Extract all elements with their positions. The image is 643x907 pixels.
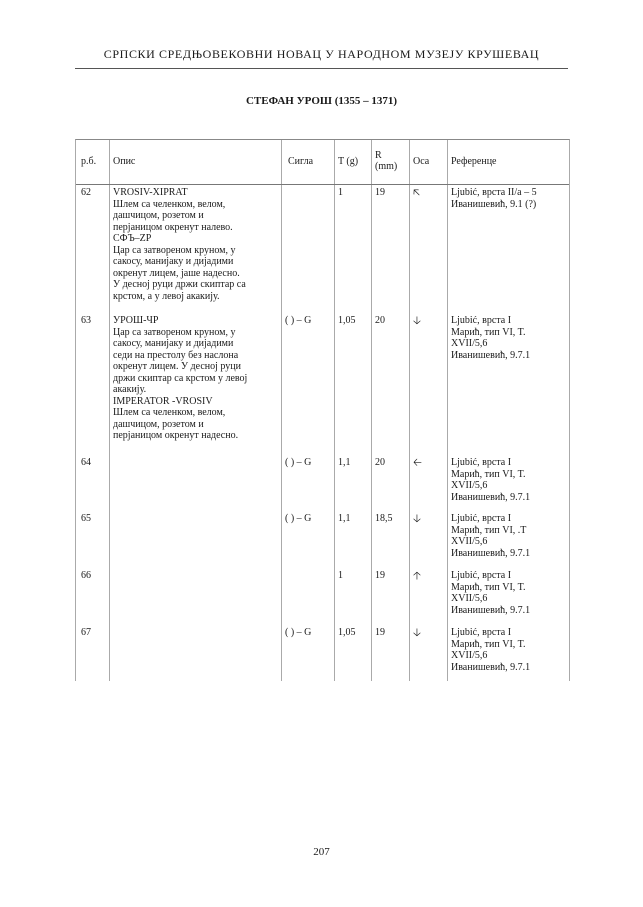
description-line: Цар са затвореном круном, у (113, 244, 236, 256)
diameter: 19 (375, 187, 385, 198)
header-t: T (g) (338, 156, 359, 167)
row-number: 63 (81, 315, 91, 326)
description-line: сакосу, манијаку и дијадими (113, 338, 234, 349)
header-osa: Оса (413, 156, 430, 167)
references-line: Марић, тип VI, T. (451, 326, 526, 338)
description-line: IMPERATOR -VROSIV (113, 395, 213, 407)
description (113, 187, 281, 302)
references-line: Марић, тип VI, T. (451, 638, 526, 650)
column-divider (409, 140, 410, 681)
weight: 1,05 (338, 627, 356, 638)
references-line: Ljubić, врста I (451, 627, 512, 638)
description-line: седи на престолу без наслона (113, 349, 239, 361)
description-line: сакосу, манијаку и дијадими (113, 256, 234, 267)
references-line: Ljubić, врста II/a – 5 (451, 187, 537, 198)
row-number: 64 (81, 457, 91, 468)
weight: 1 (338, 570, 343, 581)
die-axis-arrow-icon: 🡠 (413, 456, 422, 469)
weight: 1,05 (338, 315, 356, 326)
references-line: Ljubić, врста I (451, 513, 512, 524)
header-rb: р.б. (81, 156, 97, 167)
description-line: VROSIV-XIPRAT (113, 187, 188, 198)
header-r-line2: (mm) (375, 161, 398, 172)
references-line: Иванишевић, 9.7.1 (451, 349, 531, 361)
references-line: XVII/5,6 (451, 650, 488, 661)
sigla: ( ) – G (285, 627, 312, 638)
row-number: 67 (81, 627, 91, 638)
weight: 1,1 (338, 513, 351, 524)
references-line: Марић, тип VI, T. (451, 468, 526, 480)
diameter: 19 (375, 570, 385, 581)
description-line: држи скиптар са крстом у левој (113, 372, 248, 384)
references-line: XVII/5,6 (451, 480, 488, 491)
references-line: Марић, тип VI, .T (451, 524, 527, 536)
die-axis-arrow-icon: 🡤 (413, 186, 421, 199)
description-line: акакију. (113, 384, 147, 395)
description-line: УРОШ-ЧР (113, 315, 159, 326)
references-line: XVII/5,6 (451, 338, 488, 349)
diameter: 18,5 (375, 513, 393, 524)
description-line: У десној руци држи скиптар са (113, 279, 246, 290)
column-divider (334, 140, 335, 681)
header-rule (75, 68, 568, 69)
die-axis-arrow-icon: 🡣 (413, 512, 421, 525)
weight: 1,1 (338, 457, 351, 468)
description-line: перјаницом окренут надесно. (113, 430, 239, 441)
references-line: Иванишевић, 9.7.1 (451, 547, 531, 559)
references (451, 187, 565, 210)
sigla: ( ) – G (285, 457, 312, 468)
description (113, 315, 281, 442)
description-line: дашчицом, розетом и (113, 210, 204, 221)
sigla: ( ) – G (285, 513, 312, 524)
references-line: Иванишевић, 9.7.1 (451, 661, 531, 673)
row-number: 66 (81, 570, 91, 581)
references-line: XVII/5,6 (451, 536, 488, 547)
description-line: крстом, а у левој акакију. (113, 290, 220, 302)
references (451, 570, 565, 616)
diameter: 19 (375, 627, 385, 638)
diameter: 20 (375, 315, 385, 326)
description-line: перјаницом окренут налево. (113, 221, 233, 233)
description-line: СФЪ–ZP (113, 233, 152, 244)
header-sigla: Сигла (288, 156, 314, 167)
references (451, 627, 565, 673)
header-opis: Опис (113, 156, 136, 167)
section-title: СТЕФАН УРОШ (1355 – 1371) (245, 95, 398, 107)
description-line: окренут лицем, јаше надесно. (113, 267, 240, 279)
header-rule-bottom (76, 184, 569, 185)
die-axis-arrow-icon: 🡣 (413, 626, 421, 639)
column-divider (371, 140, 372, 681)
references-line: Иванишевић, 9.1 (?) (451, 198, 537, 210)
description-line: дашчицом, розетом и (113, 418, 204, 430)
description-line: Цар са затвореном круном, у (113, 326, 236, 338)
references-line: Ljubić, врста I (451, 315, 512, 326)
description-line: окренут лицем. У десној руци (113, 361, 241, 372)
column-divider (109, 140, 110, 681)
page-number: 207 (313, 846, 330, 858)
references-line: Ljubić, врста I (451, 570, 512, 581)
references-line: XVII/5,6 (451, 593, 488, 604)
catalogue-table (75, 139, 570, 681)
references (451, 457, 565, 503)
diameter: 20 (375, 457, 385, 468)
die-axis-arrow-icon: 🡡 (413, 569, 421, 582)
row-number: 65 (81, 513, 91, 524)
description-line: Шлем са челенком, велом, (113, 407, 226, 418)
references (451, 315, 565, 361)
references-line: Ljubić, врста I (451, 457, 512, 468)
column-divider (447, 140, 448, 681)
references-line: Марић, тип VI, T. (451, 581, 526, 593)
references (451, 513, 565, 559)
header-r-line1: R (375, 150, 382, 161)
description-line: Шлем са челенком, велом, (113, 198, 226, 210)
references-line: Иванишевић, 9.7.1 (451, 604, 531, 616)
column-divider (281, 140, 282, 681)
die-axis-arrow-icon: 🡣 (413, 314, 421, 327)
header-reference: Референце (451, 156, 497, 167)
references-line: Иванишевић, 9.7.1 (451, 491, 531, 503)
sigla: ( ) – G (285, 315, 312, 326)
running-head: СРПСКИ СРЕДЊОВЕКОВНИ НОВАЦ У НАРОДНОМ МУЗЕЈУ КРУШЕВАЦ (103, 47, 540, 61)
row-number: 62 (81, 187, 91, 198)
weight: 1 (338, 187, 343, 198)
